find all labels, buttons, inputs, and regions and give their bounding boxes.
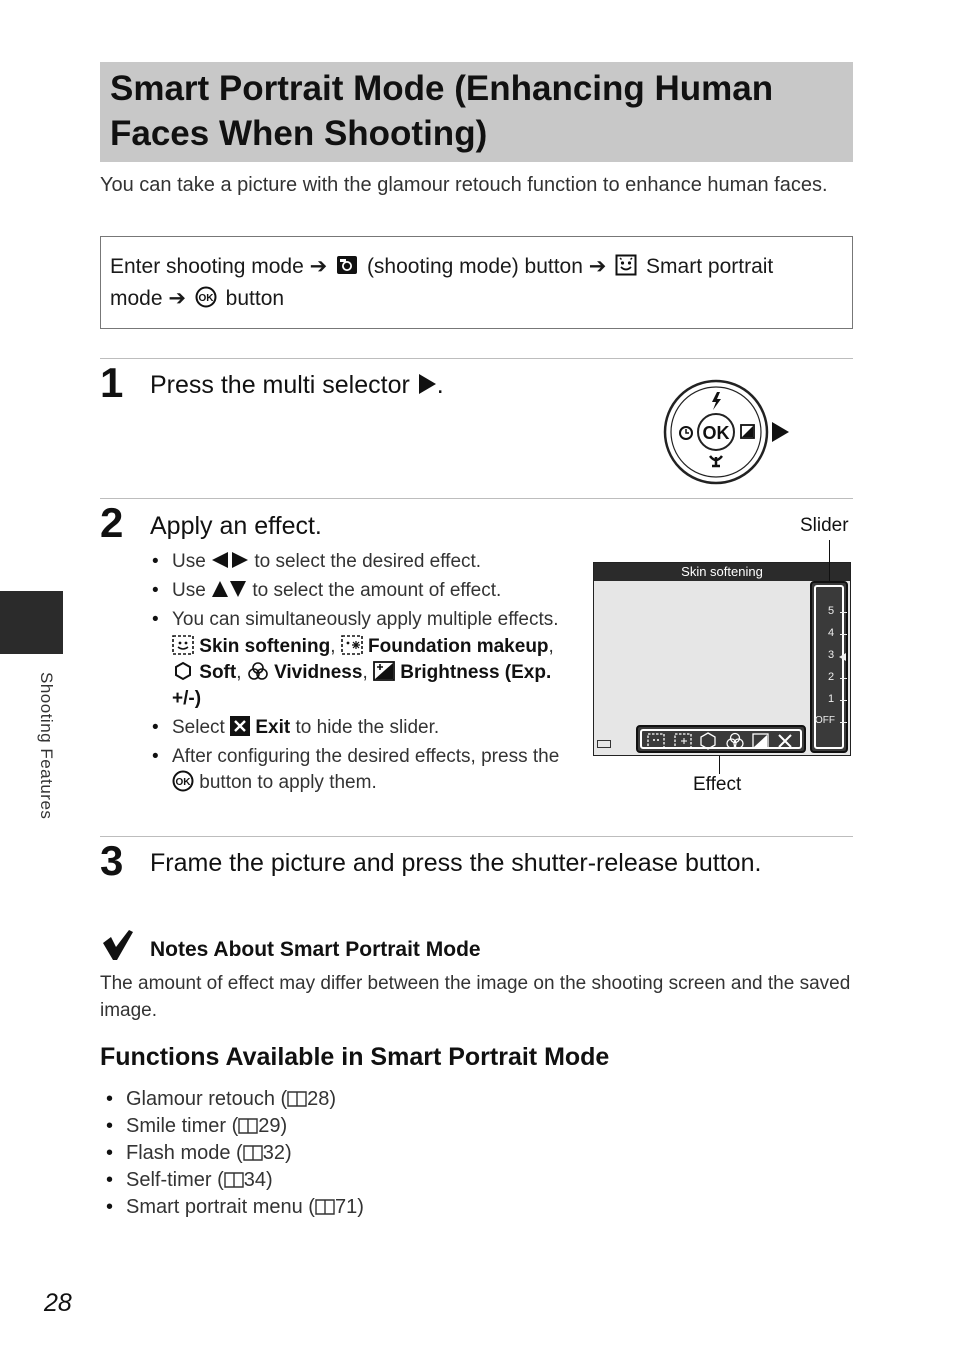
exit-label: Exit <box>255 717 291 738</box>
notes-title: Notes About Smart Portrait Mode <box>150 938 481 961</box>
page-number: 28 <box>44 1289 72 1317</box>
slider-scale <box>815 605 850 737</box>
bullet-text: to hide the slider. <box>295 717 440 738</box>
svg-text:OK: OK <box>198 293 214 304</box>
notes-text: The amount of effect may differ between the image on the shooting screen and the saved image. <box>100 973 851 1021</box>
path-step-button: (shooting mode) button <box>366 255 583 278</box>
skin-softening-icon <box>172 635 194 655</box>
skin-softening-icon <box>648 734 664 748</box>
list-item[interactable] <box>104 1140 604 1167</box>
slider-marker-icon <box>839 653 846 661</box>
battery-icon <box>597 740 611 748</box>
step-number-1: 1 <box>100 359 124 406</box>
slider-callout-label: Slider <box>800 515 849 536</box>
book-icon <box>287 1090 307 1107</box>
ok-button-icon <box>195 286 217 308</box>
bullet-text: Use <box>172 551 206 572</box>
bullet-text: to select the desired effect. <box>254 551 482 572</box>
slider-value: OFF <box>815 715 835 726</box>
list-item <box>150 715 560 741</box>
ok-button-icon <box>172 770 194 792</box>
page-reference: 71) <box>334 1196 364 1218</box>
step-3-title: Frame the picture and press the shutter-release button. <box>150 849 762 877</box>
title-line-2: Faces When Shooting) <box>110 114 488 153</box>
slider-callout-line <box>829 540 830 583</box>
path-step-shooting-mode: Enter shooting mode <box>110 255 304 278</box>
function-label: Glamour retouch ( <box>126 1088 288 1110</box>
slider-value: 1 <box>828 693 835 705</box>
bullet-text: After configuring the desired effects, press the <box>172 746 560 767</box>
slider-tick <box>820 671 850 693</box>
function-label: Smile timer ( <box>126 1115 239 1137</box>
exit-icon <box>779 735 791 747</box>
path-step-ok: button <box>225 287 285 310</box>
list-item <box>150 578 560 604</box>
slider-value: 5 <box>828 605 835 617</box>
bullet-text: Select <box>172 717 225 738</box>
bullet-text: to select the amount of effect. <box>252 580 502 601</box>
book-icon <box>243 1144 263 1161</box>
step-1-period: . <box>436 371 444 399</box>
section-tab-label: Shooting Features <box>37 672 56 820</box>
page-title <box>110 66 843 156</box>
list-item <box>150 607 560 712</box>
book-icon <box>238 1117 258 1134</box>
arrow-icon: ➔ <box>588 255 607 278</box>
page-title-banner <box>100 62 853 162</box>
effect-skin-softening: Skin softening <box>199 636 331 657</box>
effect-brightness: Brightness (Exp. +/-) <box>172 662 552 709</box>
step-1-text: Press the multi selector <box>150 371 410 399</box>
divider <box>100 498 853 499</box>
svg-text:OK: OK <box>175 777 191 788</box>
vividness-icon <box>247 661 269 681</box>
effects-list: Skin softening, Foundation makeup, Soft, Vividness, Brightness (Exp. +/-) <box>172 636 554 709</box>
page-reference: 28) <box>307 1088 337 1110</box>
foundation-makeup-icon <box>341 635 363 655</box>
bullet-text: Use <box>172 580 206 601</box>
effect-vividness: Vividness <box>274 662 363 683</box>
arrow-icon: ➔ <box>168 287 186 310</box>
caution-check-icon <box>101 929 134 962</box>
camera-icon <box>336 254 358 276</box>
page-reference: 34) <box>243 1169 273 1191</box>
step-number-2: 2 <box>100 499 124 546</box>
effect-callout-label: Effect <box>693 774 742 795</box>
exit-icon <box>230 716 250 736</box>
slider-tick <box>815 715 850 737</box>
effect-soft: Soft <box>199 662 237 683</box>
effect-foundation-makeup: Foundation makeup <box>368 636 549 657</box>
divider <box>100 836 853 837</box>
slider-tick <box>820 605 850 627</box>
bullet-text: You can simultaneously apply multiple effects. <box>172 609 559 630</box>
function-label: Smart portrait menu ( <box>126 1196 315 1218</box>
section-tab[interactable] <box>0 591 63 654</box>
slider-tick <box>820 649 850 671</box>
list-item <box>150 549 560 575</box>
step-1-title <box>150 369 444 401</box>
slider-tick <box>820 693 850 715</box>
intro-text: You can take a picture with the glamour retouch function to enhance human faces. <box>100 174 828 196</box>
function-label: Self-timer ( <box>126 1169 224 1191</box>
list-item[interactable] <box>104 1194 604 1221</box>
path-step-smart-portrait: Smart portrait <box>646 255 774 278</box>
screen-header: Skin softening <box>594 563 850 581</box>
list-item[interactable] <box>104 1113 604 1140</box>
page-reference: 29) <box>258 1115 288 1137</box>
smart-portrait-icon <box>615 254 637 276</box>
slider-value: 3 <box>828 649 835 661</box>
step-2-title: Apply an effect. <box>150 512 322 540</box>
functions-title: Functions Available in Smart Portrait Mode <box>100 1043 610 1071</box>
left-right-arrow-icon <box>211 551 249 569</box>
divider <box>100 358 853 359</box>
up-down-arrow-icon <box>211 580 247 598</box>
right-arrow-icon <box>417 373 437 395</box>
slider-value: 4 <box>828 627 835 639</box>
book-icon <box>315 1198 335 1215</box>
svg-text:OK: OK <box>702 423 730 443</box>
list-item[interactable] <box>104 1086 604 1113</box>
bullet-text: button to apply them. <box>199 772 377 793</box>
soft-icon <box>701 733 715 749</box>
step-number-3: 3 <box>100 837 124 884</box>
slider-tick <box>820 627 850 649</box>
page-reference: 32) <box>262 1142 292 1164</box>
camera-screen <box>593 562 851 756</box>
step-2-bullets <box>150 549 560 796</box>
slider-value: 2 <box>828 671 835 683</box>
multi-selector-illustration <box>662 378 794 486</box>
arrow-icon: ➔ <box>309 255 328 278</box>
soft-icon <box>172 661 194 681</box>
effect-callout-line <box>719 756 720 774</box>
access-path-box <box>100 236 853 329</box>
brightness-icon <box>373 661 395 681</box>
book-icon <box>224 1171 244 1188</box>
title-line-1: Smart Portrait Mode (Enhancing Human <box>110 69 774 108</box>
list-item[interactable] <box>104 1167 604 1194</box>
list-item <box>150 744 560 796</box>
path-step-mode: mode <box>110 287 163 310</box>
effect-icons <box>643 730 801 752</box>
function-label: Flash mode ( <box>126 1142 243 1164</box>
functions-list <box>104 1086 604 1221</box>
